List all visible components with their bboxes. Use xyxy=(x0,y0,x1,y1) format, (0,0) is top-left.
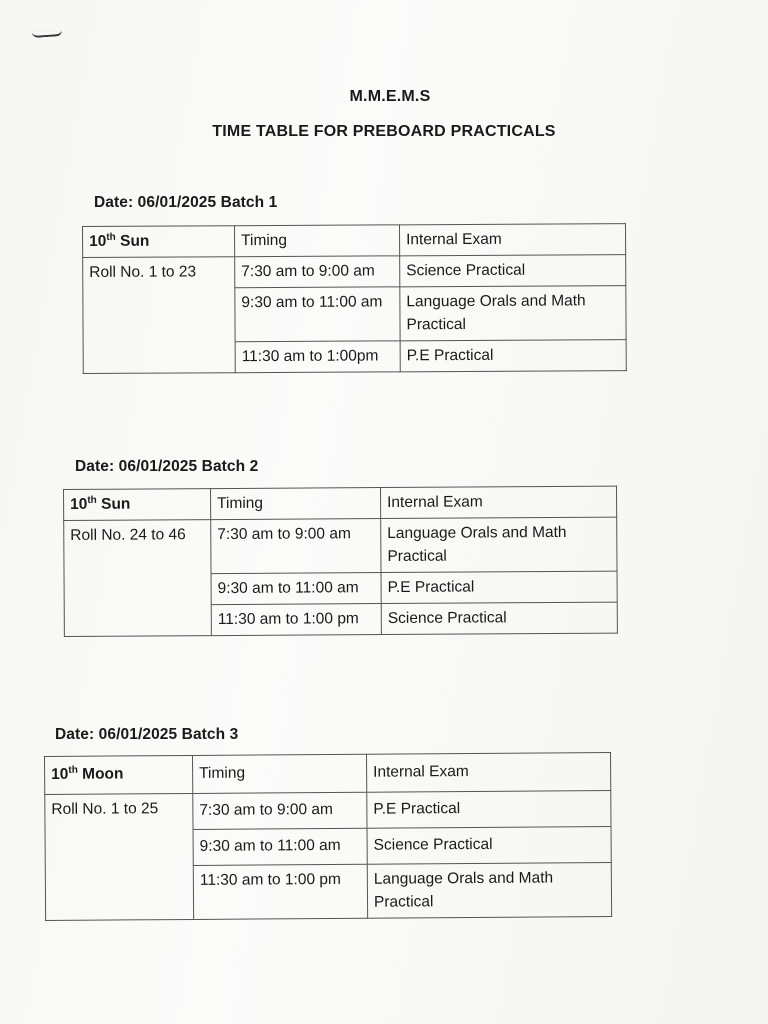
exam-cell: Science Practical xyxy=(367,827,611,865)
exam-cell: Language Orals and Math Practical xyxy=(367,863,611,919)
time-cell: 11:30 am to 1:00pm xyxy=(235,341,400,373)
batch-1-date-label: Date: 06/01/2025 Batch 1 xyxy=(94,194,278,211)
exam-cell: Language Orals and Math Practical xyxy=(381,517,617,572)
roll-cell: Roll No. 1 to 23 xyxy=(83,257,236,374)
time-cell: 11:30 am to 1:00 pm xyxy=(193,864,367,919)
class-name: Moon xyxy=(77,765,124,783)
pen-mark xyxy=(32,30,62,38)
table-header-row xyxy=(83,224,626,258)
roll-cell: Roll No. 1 to 25 xyxy=(45,793,194,920)
timing-header-cell: Timing xyxy=(211,488,381,520)
timing-header-cell: Timing xyxy=(235,225,400,257)
exam-cell: Science Practical xyxy=(400,255,626,287)
page-title: TIME TABLE FOR PREBOARD PRACTICALS xyxy=(212,123,556,140)
class-header-cell xyxy=(45,755,193,794)
class-header-cell xyxy=(64,489,211,521)
batch-3-table xyxy=(44,752,612,921)
batch-2-date-label: Date: 06/01/2025 Batch 2 xyxy=(75,458,259,475)
class-num: 10 xyxy=(70,495,88,513)
batch-3-date-label: Date: 06/01/2025 Batch 3 xyxy=(55,726,239,743)
time-cell: 7:30 am to 9:00 am xyxy=(193,792,367,829)
timing-header-cell: Timing xyxy=(192,754,366,793)
time-cell: 7:30 am to 9:00 am xyxy=(211,519,381,574)
class-num: 10 xyxy=(51,765,69,783)
exam-cell: P.E Practical xyxy=(367,791,611,829)
time-cell: 9:30 am to 11:00 am xyxy=(235,287,400,342)
school-name: M.M.E.M.S xyxy=(349,88,431,105)
time-cell: 9:30 am to 11:00 am xyxy=(211,573,381,605)
exam-header-cell: Internal Exam xyxy=(399,224,625,256)
table-row xyxy=(45,791,611,831)
table-row xyxy=(64,517,617,574)
exam-cell: P.E Practical xyxy=(400,340,626,372)
class-header-cell xyxy=(83,226,235,258)
class-num: 10 xyxy=(89,232,107,250)
exam-cell: Language Orals and Math Practical xyxy=(400,286,626,341)
class-sup: th xyxy=(68,764,78,776)
exam-header-cell: Internal Exam xyxy=(380,486,616,518)
class-name: Sun xyxy=(96,495,131,513)
roll-cell: Roll No. 24 to 46 xyxy=(64,520,212,637)
class-sup: th xyxy=(87,494,97,506)
time-cell: 9:30 am to 11:00 am xyxy=(193,828,367,865)
class-name: Sun xyxy=(115,232,150,250)
batch-2-table xyxy=(63,486,618,637)
batch-1-table xyxy=(82,223,627,374)
class-sup: th xyxy=(106,231,116,243)
exam-header-cell: Internal Exam xyxy=(366,753,610,793)
exam-cell: Science Practical xyxy=(381,602,617,634)
time-cell: 11:30 am to 1:00 pm xyxy=(211,604,381,636)
table-header-row xyxy=(45,753,611,795)
time-cell: 7:30 am to 9:00 am xyxy=(235,256,400,288)
exam-cell: P.E Practical xyxy=(381,571,617,603)
table-header-row xyxy=(64,486,617,520)
table-row xyxy=(83,255,626,289)
